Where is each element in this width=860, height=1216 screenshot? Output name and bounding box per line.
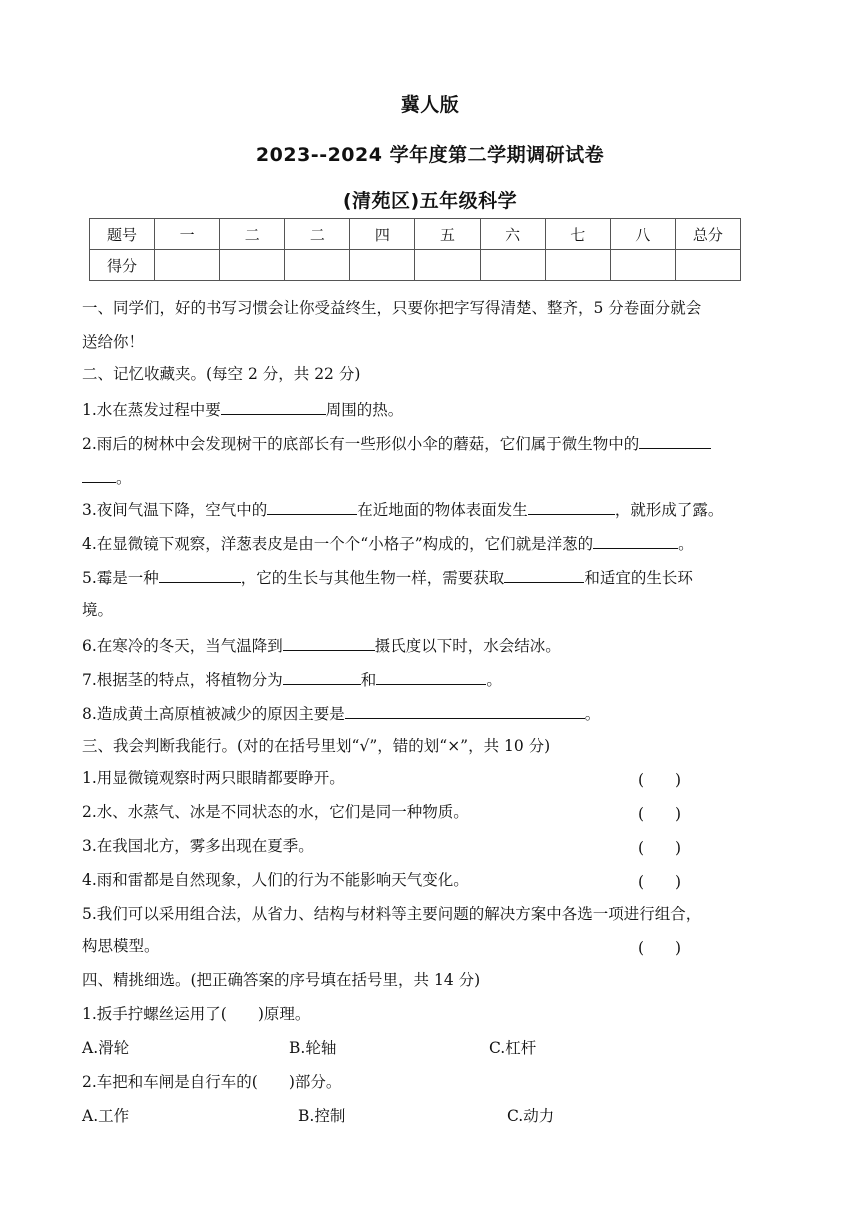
section2-heading: 二、记忆收藏夹。(每空 2 分，共 22 分)	[82, 365, 361, 383]
answer-blank[interactable]	[639, 432, 711, 449]
answer-blank[interactable]	[593, 532, 678, 549]
section3-heading: 三、我会判断我能行。(对的在括号里划“√”，错的划“×”，共 10 分)	[82, 737, 551, 755]
score-cell: 八	[610, 219, 675, 250]
question-text: 。	[584, 705, 601, 723]
question-3-5: 5.我们可以采用组合法，从省力、结构与材料等主要问题的解决方案中各选一项进行组合，	[82, 905, 702, 923]
score-cell: 二	[220, 219, 285, 250]
answer-blank[interactable]	[82, 466, 116, 483]
section1-text: 一、同学们，好的书写习惯会让你受益终生，只要你把字写得清楚、整齐，5 分卷面分就会	[82, 299, 702, 317]
question-2-8	[82, 702, 600, 724]
question-text: 1.水在蒸发过程中要	[82, 401, 221, 419]
score-row-label: 得分	[90, 250, 155, 281]
score-input-cell[interactable]	[415, 250, 480, 281]
question-text: 5.霉是一种	[82, 569, 159, 587]
question-text: 7.根据茎的特点，将植物分为	[82, 671, 283, 689]
question-text: 摄氏度以下时，水会结冰。	[374, 637, 561, 655]
question-text: 在近地面的物体表面发生	[357, 501, 528, 519]
question-text: ，它的生长与其他生物一样，需要获取	[240, 569, 505, 587]
question-text: 和	[360, 671, 377, 689]
question-2-7	[82, 668, 502, 690]
section1-text: 送给你！	[82, 333, 145, 351]
question-2-6	[82, 634, 561, 656]
question-text: 。	[116, 469, 132, 487]
score-cell: 七	[545, 219, 610, 250]
question-2-1	[82, 398, 403, 420]
answer-blank[interactable]	[345, 702, 585, 719]
score-cell: 二	[285, 219, 350, 250]
answer-blank[interactable]	[504, 566, 584, 583]
score-input-cell[interactable]	[545, 250, 610, 281]
score-cell: 六	[480, 219, 545, 250]
question-3-5-cont: 构思模型。	[82, 937, 160, 955]
answer-parentheses[interactable]: ( )	[638, 939, 682, 957]
answer-blank[interactable]	[221, 398, 326, 415]
question-3-1: 1.用显微镜观察时两只眼睛都要睁开。	[82, 769, 345, 787]
option-b[interactable]: B.轮轴	[289, 1039, 337, 1057]
score-cell: 五	[415, 219, 480, 250]
answer-blank[interactable]	[159, 566, 241, 583]
score-cell: 四	[350, 219, 415, 250]
option-c[interactable]: C.杠杆	[489, 1039, 537, 1057]
answer-blank[interactable]	[283, 668, 361, 685]
score-table	[89, 218, 741, 281]
score-input-cell[interactable]	[480, 250, 545, 281]
score-input-cell[interactable]	[155, 250, 220, 281]
question-3-3: 3.在我国北方，雾多出现在夏季。	[82, 837, 314, 855]
question-text: 。	[678, 535, 694, 553]
question-2-2-cont	[82, 466, 132, 488]
answer-blank[interactable]	[283, 634, 375, 651]
question-text: 8.造成黄土高原植被减少的原因主要是	[82, 705, 345, 723]
answer-parentheses[interactable]: ( )	[638, 839, 682, 857]
score-table-score-row	[90, 250, 741, 281]
answer-blank[interactable]	[267, 498, 357, 515]
option-b[interactable]: B.控制	[298, 1107, 346, 1125]
option-a[interactable]: A.滑轮	[82, 1039, 130, 1057]
question-2-2	[82, 432, 711, 454]
question-4-1: 1.扳手拧螺丝运用了( )原理。	[82, 1005, 311, 1023]
score-table-header-row	[90, 219, 741, 250]
question-text: 3.夜间气温下降，空气中的	[82, 501, 268, 519]
question-2-4	[82, 532, 694, 554]
question-text: 周围的热。	[325, 401, 404, 419]
score-input-cell[interactable]	[350, 250, 415, 281]
question-text: ，就形成了露。	[614, 501, 724, 519]
question-3-2: 2.水、水蒸气、冰是不同状态的水，它们是同一种物质。	[82, 803, 469, 821]
score-cell: 一	[155, 219, 220, 250]
option-a[interactable]: A.工作	[82, 1107, 130, 1125]
question-text: 。	[486, 671, 502, 689]
score-input-cell[interactable]	[610, 250, 675, 281]
publisher-label: 冀人版	[400, 94, 460, 116]
question-4-2: 2.车把和车闸是自行车的( )部分。	[82, 1073, 342, 1091]
score-cell: 题号	[90, 219, 155, 250]
section4-heading: 四、精挑细选。(把正确答案的序号填在括号里，共 14 分)	[82, 971, 481, 989]
answer-blank[interactable]	[376, 668, 486, 685]
score-input-cell[interactable]	[675, 250, 740, 281]
question-text: 2.雨后的树林中会发现树干的底部长有一些形似小伞的蘑菇，它们属于微生物中的	[82, 435, 640, 453]
option-c[interactable]: C.动力	[507, 1107, 555, 1125]
score-input-cell[interactable]	[285, 250, 350, 281]
exam-title: 2023--2024 学年度第二学期调研试卷	[255, 144, 605, 166]
answer-parentheses[interactable]: ( )	[638, 805, 682, 823]
answer-parentheses[interactable]: ( )	[638, 771, 682, 789]
answer-blank[interactable]	[528, 498, 615, 515]
question-3-4: 4.雨和雷都是自然现象，人们的行为不能影响天气变化。	[82, 871, 469, 889]
score-cell: 总分	[675, 219, 740, 250]
question-text: 和适宜的生长环	[584, 569, 693, 587]
question-text: 4.在显微镜下观察，洋葱表皮是由一个个“小格子”构成的，它们就是洋葱的	[82, 535, 594, 553]
exam-subtitle: (清苑区)五年级科学	[342, 190, 518, 212]
answer-parentheses[interactable]: ( )	[638, 873, 682, 891]
question-2-3	[82, 498, 723, 520]
score-input-cell[interactable]	[220, 250, 285, 281]
question-2-5	[82, 566, 693, 588]
question-text: 6.在寒冷的冬天，当气温降到	[82, 637, 283, 655]
question-2-5-cont: 境。	[82, 601, 114, 619]
